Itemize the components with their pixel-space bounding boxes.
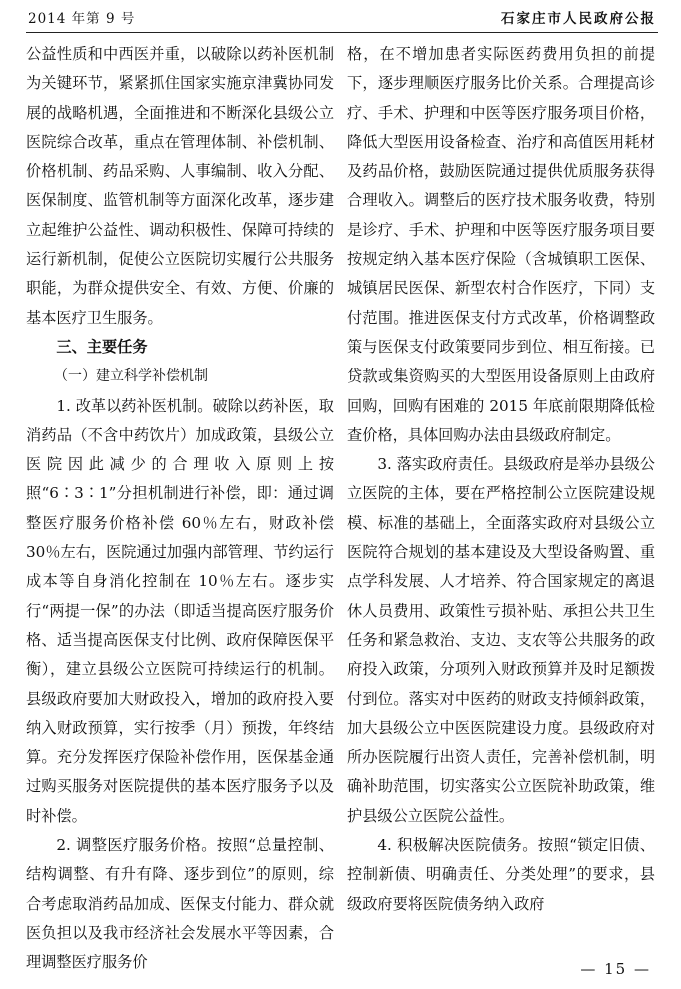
running-header xyxy=(26,6,658,33)
right-column xyxy=(347,40,655,919)
paragraph-item-3: 3. 落实政府责任。县级政府是举办县级公立医院的主体，要在严格控制公立医院建设规模、标准的基础上，全面落实政府对县级公立医院符合规划的基本建设及大型设备购置、重点学科发展、人才培养、符合国家规定的离退休人员费用、政策性亏损补贴、承担公共卫生任务和紧急救治、支边、支农等公共服务的政府投入政策，分项列入财政预算并及时足额拨付到位。落实对中医药的财政支持倾斜政策，加大县级公立中医医院建设力度。县级政府对所办医院履行出资人责任，完善补偿机制，明确补助范围，切实落实公立医院补助政策，维护县级公立医院公益性。 xyxy=(347,455,655,825)
paragraph-item-1: 1. 改革以药补医机制。破除以药补医，取消药品（不含中药饮片）加成政策，县级公立医院因此减少的合理收入原则上按照“6∶3∶1”分担机制进行补偿，即：通过调整医疗服务价格补偿 60％左右，财政补偿 30％左右，医院通过加强内部管理、节约运行成本等自身消化控制在 10％左右。逐步实行“两提一保”的办法（即适当提高医疗服务价格、适当提高医保支付比例、政府保障医保平衡），建立县级公立医院可持续运行的机制。县级政府要加大财政投入，增加的政府投入要纳入财政预算，实行按季（月）预拨，年终结算。充分发挥医疗保险补偿作用，医保基金通过购买服务对医院提供的基本医疗服务予以及时补偿。 xyxy=(26,396,334,825)
page-number: — 15 — xyxy=(580,960,651,978)
paragraph-item-2-continued: 格，在不增加患者实际医药费用负担的前提下，逐步理顺医疗服务比价关系。合理提高诊疗、手术、护理和中医等医疗服务项目价格，降低大型医用设备检查、治疗和高值医用耗材及药品价格，鼓励医院通过提供优质服务获得合理收入。调整后的医疗技术服务收费，特别是诊疗、手术、护理和中医等医疗服务项目要按规定纳入基本医疗保险（含城镇职工医保、城镇居民医保、新型农村合作医疗，下同）支付范围。推进医保支付方式改革，价格调整政策与医保支付政策要同步到位、相互衔接。已贷款或集资购买的大型医用设备原则上由政府回购，回购有困难的 2015 年底前限期降低检查价格，具体回购办法由县级政府制定。 xyxy=(347,45,655,444)
publication-title: 石家庄市人民政府公报 xyxy=(501,11,656,27)
paragraph-item-4: 4. 积极解决医院债务。按照“锁定旧债、控制新债、明确责任、分类处理”的要求，县级政府要将医院债务纳入政府 xyxy=(347,836,655,913)
section-heading-main-tasks: 三、主要任务 xyxy=(56,337,148,356)
subsection-heading-compensation: （一）建立科学补偿机制 xyxy=(54,368,208,385)
issue-label: 2014 年第 9 号 xyxy=(28,11,136,27)
paragraph-intro-continued: 公益性质和中西医并重，以破除以药补医机制为关键环节，紧紧抓住国家实施京津冀协同发展的战略机遇，全面推进和不断深化县级公立医院综合改革，重点在管理体制、补偿机制、价格机制、药品采购、人事编制、收入分配、医保制度、监管机制等方面深化改革，逐步建立起维护公益性、调动积极性、保障可持续的运行新机制，促使公立医院切实履行公共服务职能，为群众提供安全、有效、方便、价廉的基本医疗卫生服务。 xyxy=(26,45,334,327)
paragraph-item-2: 2. 调整医疗服务价格。按照“总量控制、结构调整、有升有降、逐步到位”的原则，综合考虑取消药品加成、医保支付能力、群众就医负担以及我市经济社会发展水平等因素，合理调整医疗服务价 xyxy=(26,836,334,972)
left-column xyxy=(26,40,334,978)
